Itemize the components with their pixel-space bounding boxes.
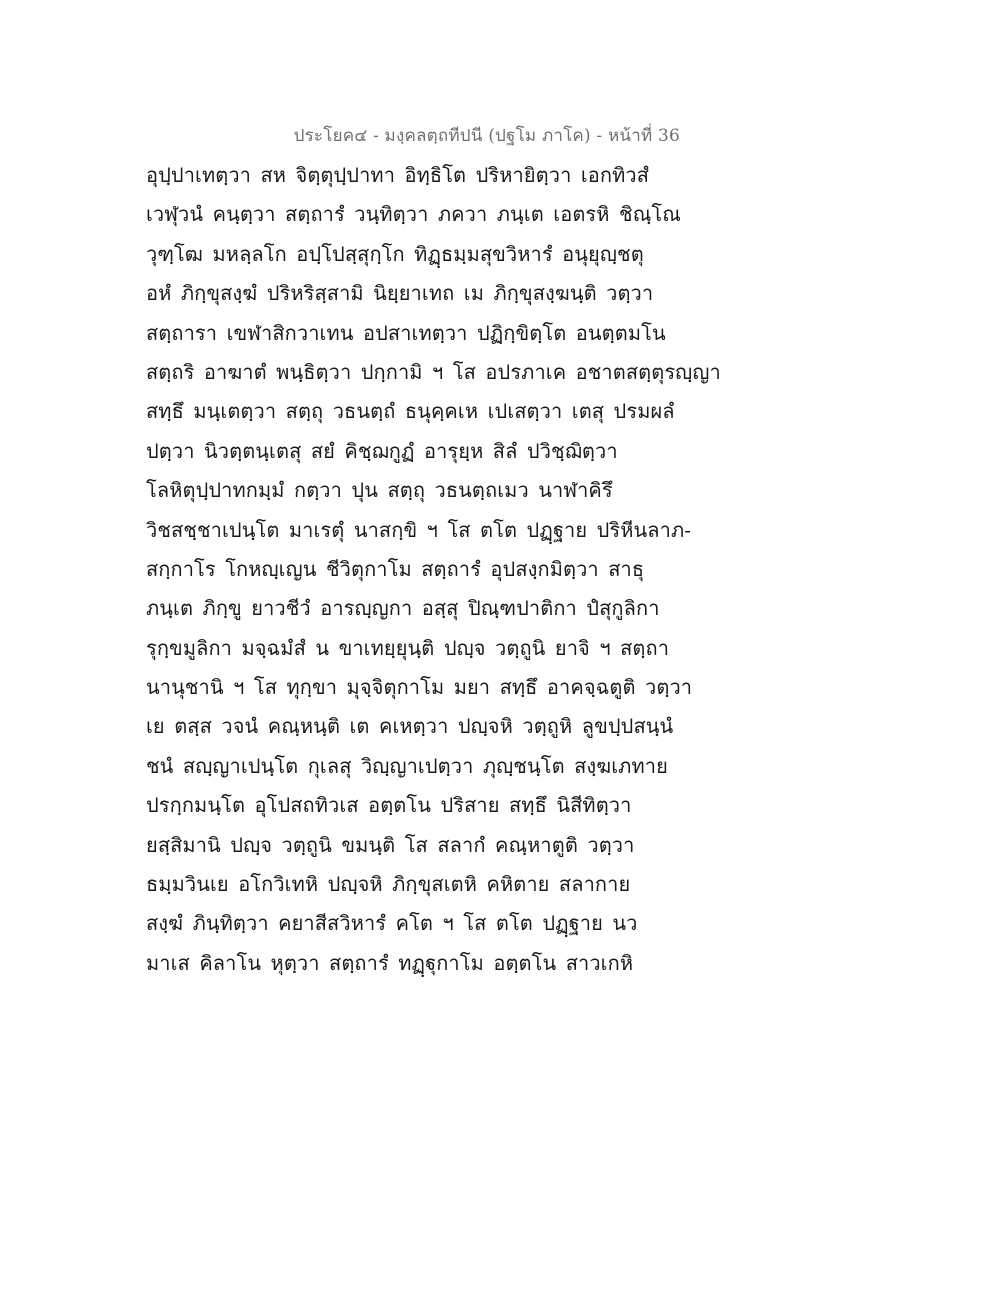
text-line: ชนํ สญฺญาเปนฺโต กุเลสุ วิญฺญาเปตฺวา ภุญฺชนฺโต สงฺฆเภทาย xyxy=(146,753,668,778)
text-line: สทฺธึ มนฺเตตฺวา สตฺถุ วธนตฺถํ ธนุคฺคเห เปเสตฺวา เตสุ ปรมผลํ xyxy=(146,399,675,424)
text-line: วิชสชฺชาเปนฺโต มาเรตุํ นาสกฺขิ ฯ โส ตโต ปฏฺฐาย ปริหีนลาภ- xyxy=(146,517,692,542)
text-line: มาเส คิลาโน หุตฺวา สตฺถารํ ทฏฺฐุกาโม อตฺตโน สาวเกหิ xyxy=(146,950,634,975)
text-line: ปตฺวา นิวตฺตนฺเตสุ สยํ คิชฺฌกูฏํ อารุยฺห สิลํ ปวิชฺฌิตฺวา xyxy=(146,438,618,463)
text-line: ภนฺเต ภิกฺขู ยาวชีวํ อารญฺญกา อสฺสุ ปิณฺฑปาติกา ปํสุกูลิกา xyxy=(146,596,660,621)
text-line: สกฺกาโร โกหญฺเญน ชีวิตุกาโม สตฺถารํ อุปสงฺกมิตฺวา สาธุ xyxy=(146,556,645,581)
text-line: ยสฺสิมานิ ปญฺจ วตฺถูนิ ขมนฺติ โส สลากํ คณฺหาตูติ วตฺวา xyxy=(146,832,635,857)
text-line: สตฺถารา เขฬาสิกวาเทน อปสาเทตฺวา ปฏิกฺขิตฺโต อนตฺตมโน xyxy=(146,320,666,345)
text-line: เย ตสฺส วจนํ คณฺหนฺติ เต คเหตฺวา ปญฺจหิ วตฺถูหิ ลูขปฺปสนฺนํ xyxy=(146,714,674,739)
text-line: สตฺถริ อาฆาตํ พนฺธิตฺวา ปกฺกามิ ฯ โส อปรภาเค อชาตสตฺตุรญฺญา xyxy=(146,359,721,384)
text-line: สงฺฆํ ภินฺทิตฺวา คยาสีสวิหารํ คโต ฯ โส ตโต ปฏฺฐาย นว xyxy=(146,911,638,936)
text-line: ปรกฺกมนฺโต อุโปสถทิวเส อตฺตโน ปริสาย สทฺธึ นิสีทิตฺวา xyxy=(146,793,632,818)
text-line: รุกฺขมูลิกา มจฺฉมํสํ น ขาเทยฺยุนฺติ ปญฺจ วตฺถูนิ ยาจิ ฯ สตฺถา xyxy=(146,635,670,660)
text-line: เวฬุวนํ คนฺตฺวา สตฺถารํ วนฺทิตฺวา ภควา ภนฺเต เอตรหิ ชิณฺโณ xyxy=(146,202,681,227)
text-line: วุฑฺโฒ มหลฺลโก อปฺโปสฺสุกฺโก ทิฏฺธมฺมสุขวิหารํ อนุยุญฺชตุ xyxy=(146,241,644,266)
text-line: ธมฺมวินเย อโกวิเทหิ ปญฺจหิ ภิกฺขุสเตหิ คหิตาย สลากาย xyxy=(146,872,631,897)
text-line: นานุชานิ ฯ โส ทุกฺขา มุจฺจิตุกาโม มยา สทฺธึ อาคจฺฉตูติ วตฺวา xyxy=(146,675,693,700)
text-line: อหํ ภิกฺขุสงฺฆํ ปริหริสฺสามิ นิยฺยาเทถ เม ภิกฺขุสงฺฆนฺติ วตฺวา xyxy=(146,281,654,306)
body-text xyxy=(146,156,721,983)
text-line: อุปฺปาเทตฺวา สห จิตฺตุปฺปาทา อิทฺธิโต ปริหายิตฺวา เอกทิวสํ xyxy=(146,163,650,187)
text-line: โลหิตุปฺปาทกมฺมํ กตฺวา ปุน สตฺถุ วธนตฺถเมว นาฬาคิรึ xyxy=(146,478,613,503)
running-header: ประโยค๔ - มงฺคลตฺถทีปนี (ปฐโม ภาโค) - หน้าที่ 36 xyxy=(293,126,680,146)
